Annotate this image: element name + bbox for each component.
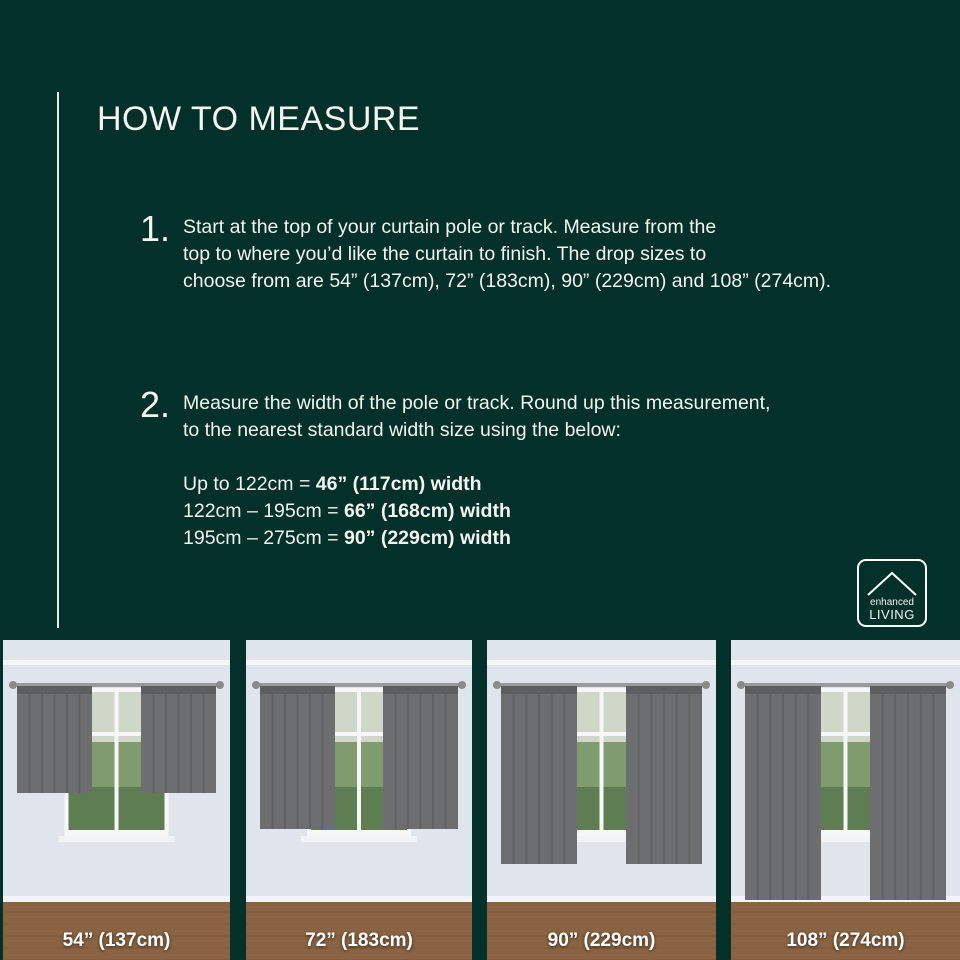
- curtain-heading: [141, 686, 216, 694]
- step-line: choose from are 54” (137cm), 72” (183cm), 90” (229cm) and 108” (274cm).: [183, 270, 832, 292]
- drop-example-panel: [246, 640, 472, 960]
- pole-finial: [216, 681, 224, 689]
- step-text: [183, 214, 831, 295]
- curtain-heading: [745, 686, 821, 694]
- width-size-item: [183, 498, 770, 525]
- page-title: HOW TO MEASURE: [97, 100, 421, 138]
- picture-rail: [3, 660, 230, 665]
- house-roof-icon: [865, 567, 919, 597]
- width-size-list: [183, 471, 770, 552]
- step-text: [183, 390, 770, 552]
- window-mullion: [600, 692, 604, 830]
- drop-label: 108” (274cm): [786, 930, 905, 951]
- size-width: 46” (117cm) width: [315, 473, 482, 495]
- width-size-item: [183, 471, 770, 498]
- enhanced-living-logo: [857, 559, 927, 627]
- picture-rail: [487, 660, 716, 665]
- width-size-item: [183, 525, 770, 552]
- logo-text-bottom: LIVING: [869, 607, 915, 622]
- pole-finial: [737, 681, 745, 689]
- curtain-illustration: [246, 640, 472, 960]
- logo-text-top: enhanced: [870, 597, 914, 608]
- divider-line: [57, 92, 59, 628]
- window-mullion: [115, 692, 119, 830]
- window-mullion: [844, 692, 848, 830]
- curtain-heading: [383, 686, 458, 694]
- curtain-heading: [626, 686, 702, 694]
- skirting-board: [246, 896, 472, 902]
- size-range: 122cm – 195cm =: [183, 500, 344, 522]
- size-range: 195cm – 275cm =: [183, 527, 344, 549]
- picture-rail: [731, 660, 960, 665]
- step-number: 1.: [140, 208, 171, 249]
- curtain-heading: [17, 686, 92, 694]
- step-number: 2.: [140, 384, 171, 425]
- pole-finial: [946, 681, 954, 689]
- curtain-illustration: [487, 640, 716, 960]
- size-range: Up to 122cm =: [183, 473, 316, 495]
- step-line: top to where you’d like the curtain to finish. The drop sizes to: [183, 243, 707, 265]
- size-width: 66” (168cm) width: [343, 500, 511, 522]
- drop-label: 54” (137cm): [62, 930, 171, 951]
- drop-example-panel: [487, 640, 716, 960]
- pole-finial: [702, 681, 710, 689]
- drop-label: 72” (183cm): [305, 930, 413, 951]
- step-line: Start at the top of your curtain pole or track. Measure from the: [183, 216, 717, 238]
- picture-rail: [246, 660, 472, 665]
- drop-example-panel: [3, 640, 230, 960]
- curtain-heading: [501, 686, 577, 694]
- drop-label: 90” (229cm): [547, 930, 656, 951]
- step-line: Measure the width of the pole or track. Round up this measurement,: [183, 392, 771, 414]
- curtain-heading: [870, 686, 946, 694]
- skirting-board: [3, 896, 230, 902]
- pole-finial: [493, 681, 501, 689]
- step-line: to the nearest standard width size using the below:: [183, 419, 621, 441]
- pole-finial: [458, 681, 466, 689]
- drop-example-panel: [731, 640, 960, 960]
- curtain-heading: [260, 686, 335, 694]
- curtain-illustration: [731, 640, 960, 960]
- window-mullion: [357, 692, 361, 830]
- curtain-illustration: [3, 640, 230, 960]
- size-width: 90” (229cm) width: [343, 527, 511, 549]
- pole-finial: [252, 681, 260, 689]
- pole-finial: [9, 681, 17, 689]
- drop-examples: [0, 640, 960, 960]
- skirting-board: [487, 896, 716, 902]
- window-sill: [301, 836, 417, 842]
- window-sill: [59, 836, 175, 842]
